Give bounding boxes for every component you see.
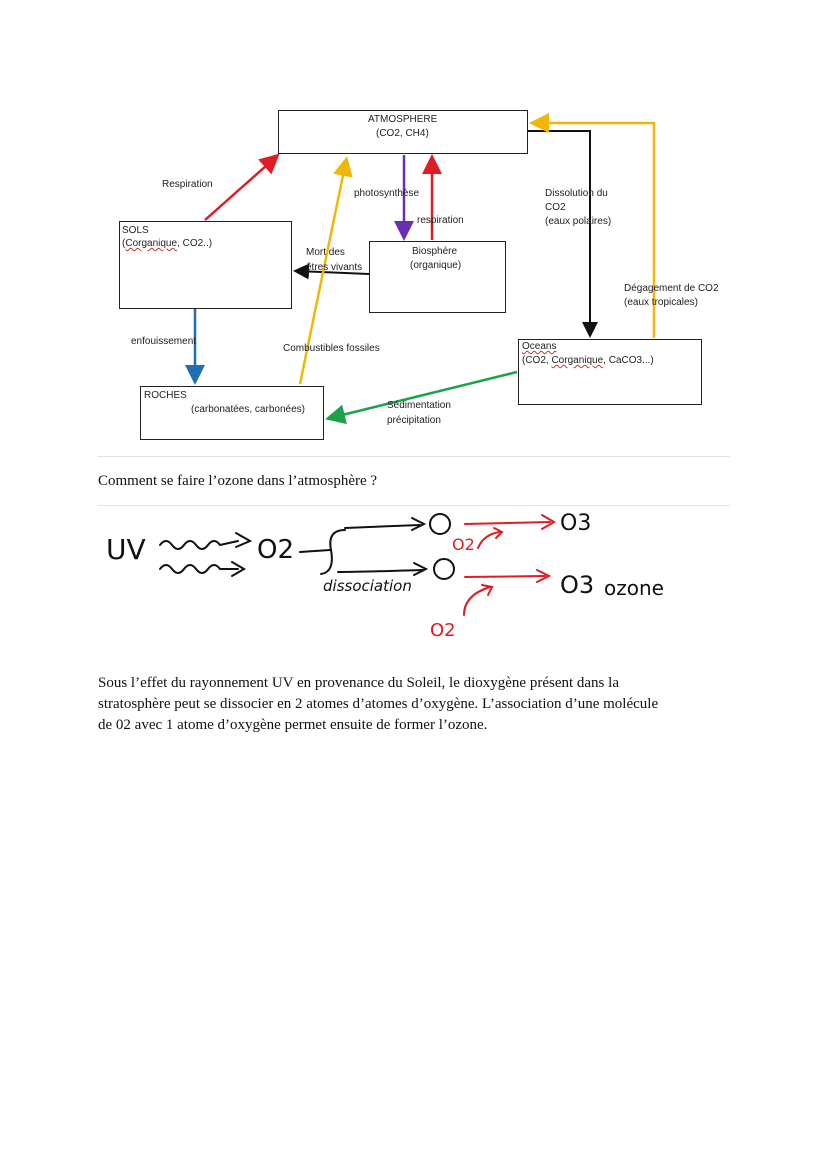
red-arrow-top bbox=[465, 522, 550, 524]
sols-title: SOLS bbox=[122, 225, 149, 236]
atmosphere-sub: (CO2, CH4) bbox=[376, 128, 429, 139]
roches-sub: (carbonatées, carbonées) bbox=[191, 404, 305, 415]
sketch-o3-top: O3 bbox=[560, 511, 592, 536]
label-mort-2: êtres vivants bbox=[306, 262, 363, 273]
sketch-uv: UV bbox=[106, 533, 146, 566]
label-dissolution-3: (eaux polaires) bbox=[545, 216, 612, 227]
label-respiration-sols: Respiration bbox=[162, 179, 213, 190]
sketch-o3-bottom: O3 bbox=[560, 571, 595, 599]
red-hook-bottom bbox=[464, 587, 490, 615]
biosphere-title: Biosphère bbox=[412, 246, 458, 257]
roches-title: ROCHES bbox=[144, 390, 187, 401]
label-degagement-1: Dégagement de CO2 bbox=[624, 283, 719, 294]
explanation-paragraph bbox=[98, 673, 738, 736]
atom-top bbox=[430, 514, 450, 534]
label-mort-1: Mort des bbox=[306, 247, 345, 258]
red-arrow-bottom bbox=[465, 576, 545, 577]
red-hook-top bbox=[478, 532, 500, 548]
oceans-title: Oceans bbox=[522, 341, 557, 352]
fork-bottom-head bbox=[414, 563, 426, 575]
fork-bottom bbox=[338, 570, 423, 572]
atom-bottom bbox=[434, 559, 454, 579]
label-dissolution-1: Dissolution du bbox=[545, 188, 608, 199]
label-sedimentation-2: précipitation bbox=[387, 415, 441, 426]
fork-top bbox=[345, 525, 420, 528]
uv-wave-top bbox=[160, 541, 238, 549]
atmosphere-title: ATMOSPHERE bbox=[368, 114, 438, 125]
sketch-ozone: ozone bbox=[604, 576, 664, 600]
sketch-dissociation: dissociation bbox=[323, 577, 412, 595]
question-heading: Comment se faire l’ozone dans l’atmosphère ? bbox=[98, 473, 378, 489]
label-enfouissement: enfouissement bbox=[131, 336, 197, 347]
label-photosynthese: photosynthèse bbox=[354, 188, 420, 199]
label-respiration-bio: respiration bbox=[417, 215, 464, 226]
paragraph-line-3: de 02 avec 1 atome d’oxygène permet ensuite de former l’ozone. bbox=[98, 717, 488, 733]
sols-sub: (Corganique, CO2..) bbox=[122, 238, 213, 249]
dash-line bbox=[300, 550, 330, 552]
oceans-sub: (CO2, Corganique, CaCO3...) bbox=[522, 355, 654, 366]
sketch-o2: O2 bbox=[257, 535, 295, 565]
sketch-o2-red-top: O2 bbox=[452, 535, 475, 554]
biosphere-sub: (organique) bbox=[410, 260, 462, 271]
label-sedimentation-1: Sédimentation bbox=[387, 400, 451, 411]
paragraph-line-1: Sous l’effet du rayonnement UV en provenance du Soleil, le dioxygène présent dans la bbox=[98, 675, 619, 691]
label-combustibles: Combustibles fossiles bbox=[283, 343, 380, 354]
paragraph-line-2: stratosphère peut se dissocier en 2 atomes d’atomes d’oxygène. L’association d’une molécule bbox=[98, 696, 659, 712]
fork bbox=[321, 530, 345, 574]
label-dissolution-2: CO2 bbox=[545, 202, 566, 213]
uv-wave-bottom bbox=[160, 565, 238, 573]
sketch-o2-red-bottom: O2 bbox=[430, 620, 456, 641]
uv-wave-top-head bbox=[236, 533, 250, 547]
fork-top-head bbox=[412, 518, 424, 530]
label-degagement-2: (eaux tropicales) bbox=[624, 297, 698, 308]
